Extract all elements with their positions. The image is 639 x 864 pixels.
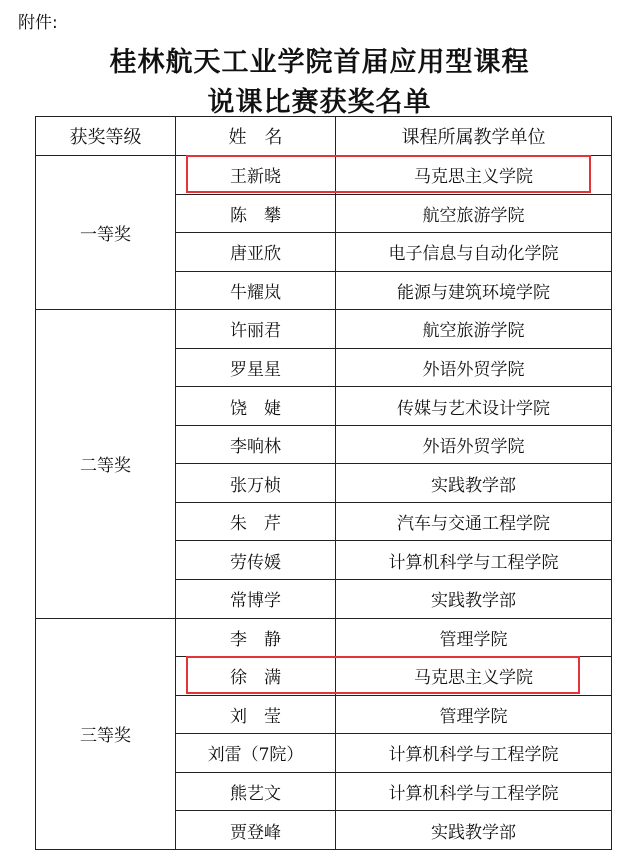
winner-unit: 马克思主义学院: [336, 657, 612, 696]
table-row: [36, 310, 612, 349]
winner-name: 刘雷（7院）: [176, 734, 336, 773]
winner-name: 李响林: [176, 425, 336, 464]
highlight-box: [186, 155, 591, 193]
header-unit: 课程所属教学单位: [336, 117, 612, 156]
table-header-row: [36, 117, 612, 156]
winner-unit: 能源与建筑环境学院: [336, 271, 612, 310]
winner-unit: 外语外贸学院: [336, 348, 612, 387]
winner-unit: 传媒与艺术设计学院: [336, 387, 612, 426]
winner-name: 唐亚欣: [176, 233, 336, 272]
winner-unit: 汽车与交通工程学院: [336, 502, 612, 541]
award-level-cell: 三等奖: [36, 618, 176, 849]
winner-unit: 计算机科学与工程学院: [336, 541, 612, 580]
award-level-cell: 一等奖: [36, 156, 176, 310]
winner-unit: 管理学院: [336, 695, 612, 734]
winner-name: 饶 婕: [176, 387, 336, 426]
document-title-line-1: 桂林航天工业学院首届应用型课程: [109, 47, 530, 78]
winner-unit: 实践教学部: [336, 464, 612, 503]
attachment-label: 附件:: [18, 13, 58, 33]
winner-name: 朱 芹: [176, 502, 336, 541]
winner-unit: 计算机科学与工程学院: [336, 772, 612, 811]
winner-unit: 航空旅游学院: [336, 194, 612, 233]
header-name: 姓 名: [176, 117, 336, 156]
winner-unit: 管理学院: [336, 618, 612, 657]
winner-unit: 实践教学部: [336, 580, 612, 619]
winner-name: 李 静: [176, 618, 336, 657]
winner-name: 许丽君: [176, 310, 336, 349]
winner-unit: 电子信息与自动化学院: [336, 233, 612, 272]
winner-name: 熊艺文: [176, 772, 336, 811]
winner-unit: 外语外贸学院: [336, 425, 612, 464]
winner-name: 常博学: [176, 580, 336, 619]
winner-unit: 马克思主义学院: [336, 156, 612, 195]
document-title-line-2: 说课比赛获奖名单: [207, 87, 432, 118]
table-row: [36, 618, 612, 657]
winner-name: 刘 莹: [176, 695, 336, 734]
winner-name: 王新晓: [176, 156, 336, 195]
highlight-box: [186, 656, 580, 694]
winner-name: 牛耀岚: [176, 271, 336, 310]
winner-unit: 航空旅游学院: [336, 310, 612, 349]
award-table: [35, 116, 612, 850]
winner-unit: 计算机科学与工程学院: [336, 734, 612, 773]
winner-name: 张万桢: [176, 464, 336, 503]
winner-name: 徐 满: [176, 657, 336, 696]
header-level: 获奖等级: [36, 117, 176, 156]
winner-name: 陈 攀: [176, 194, 336, 233]
winner-name: 贾登峰: [176, 811, 336, 850]
winner-unit: 实践教学部: [336, 811, 612, 850]
award-level-cell: 二等奖: [36, 310, 176, 618]
winner-name: 罗星星: [176, 348, 336, 387]
winner-name: 劳传媛: [176, 541, 336, 580]
